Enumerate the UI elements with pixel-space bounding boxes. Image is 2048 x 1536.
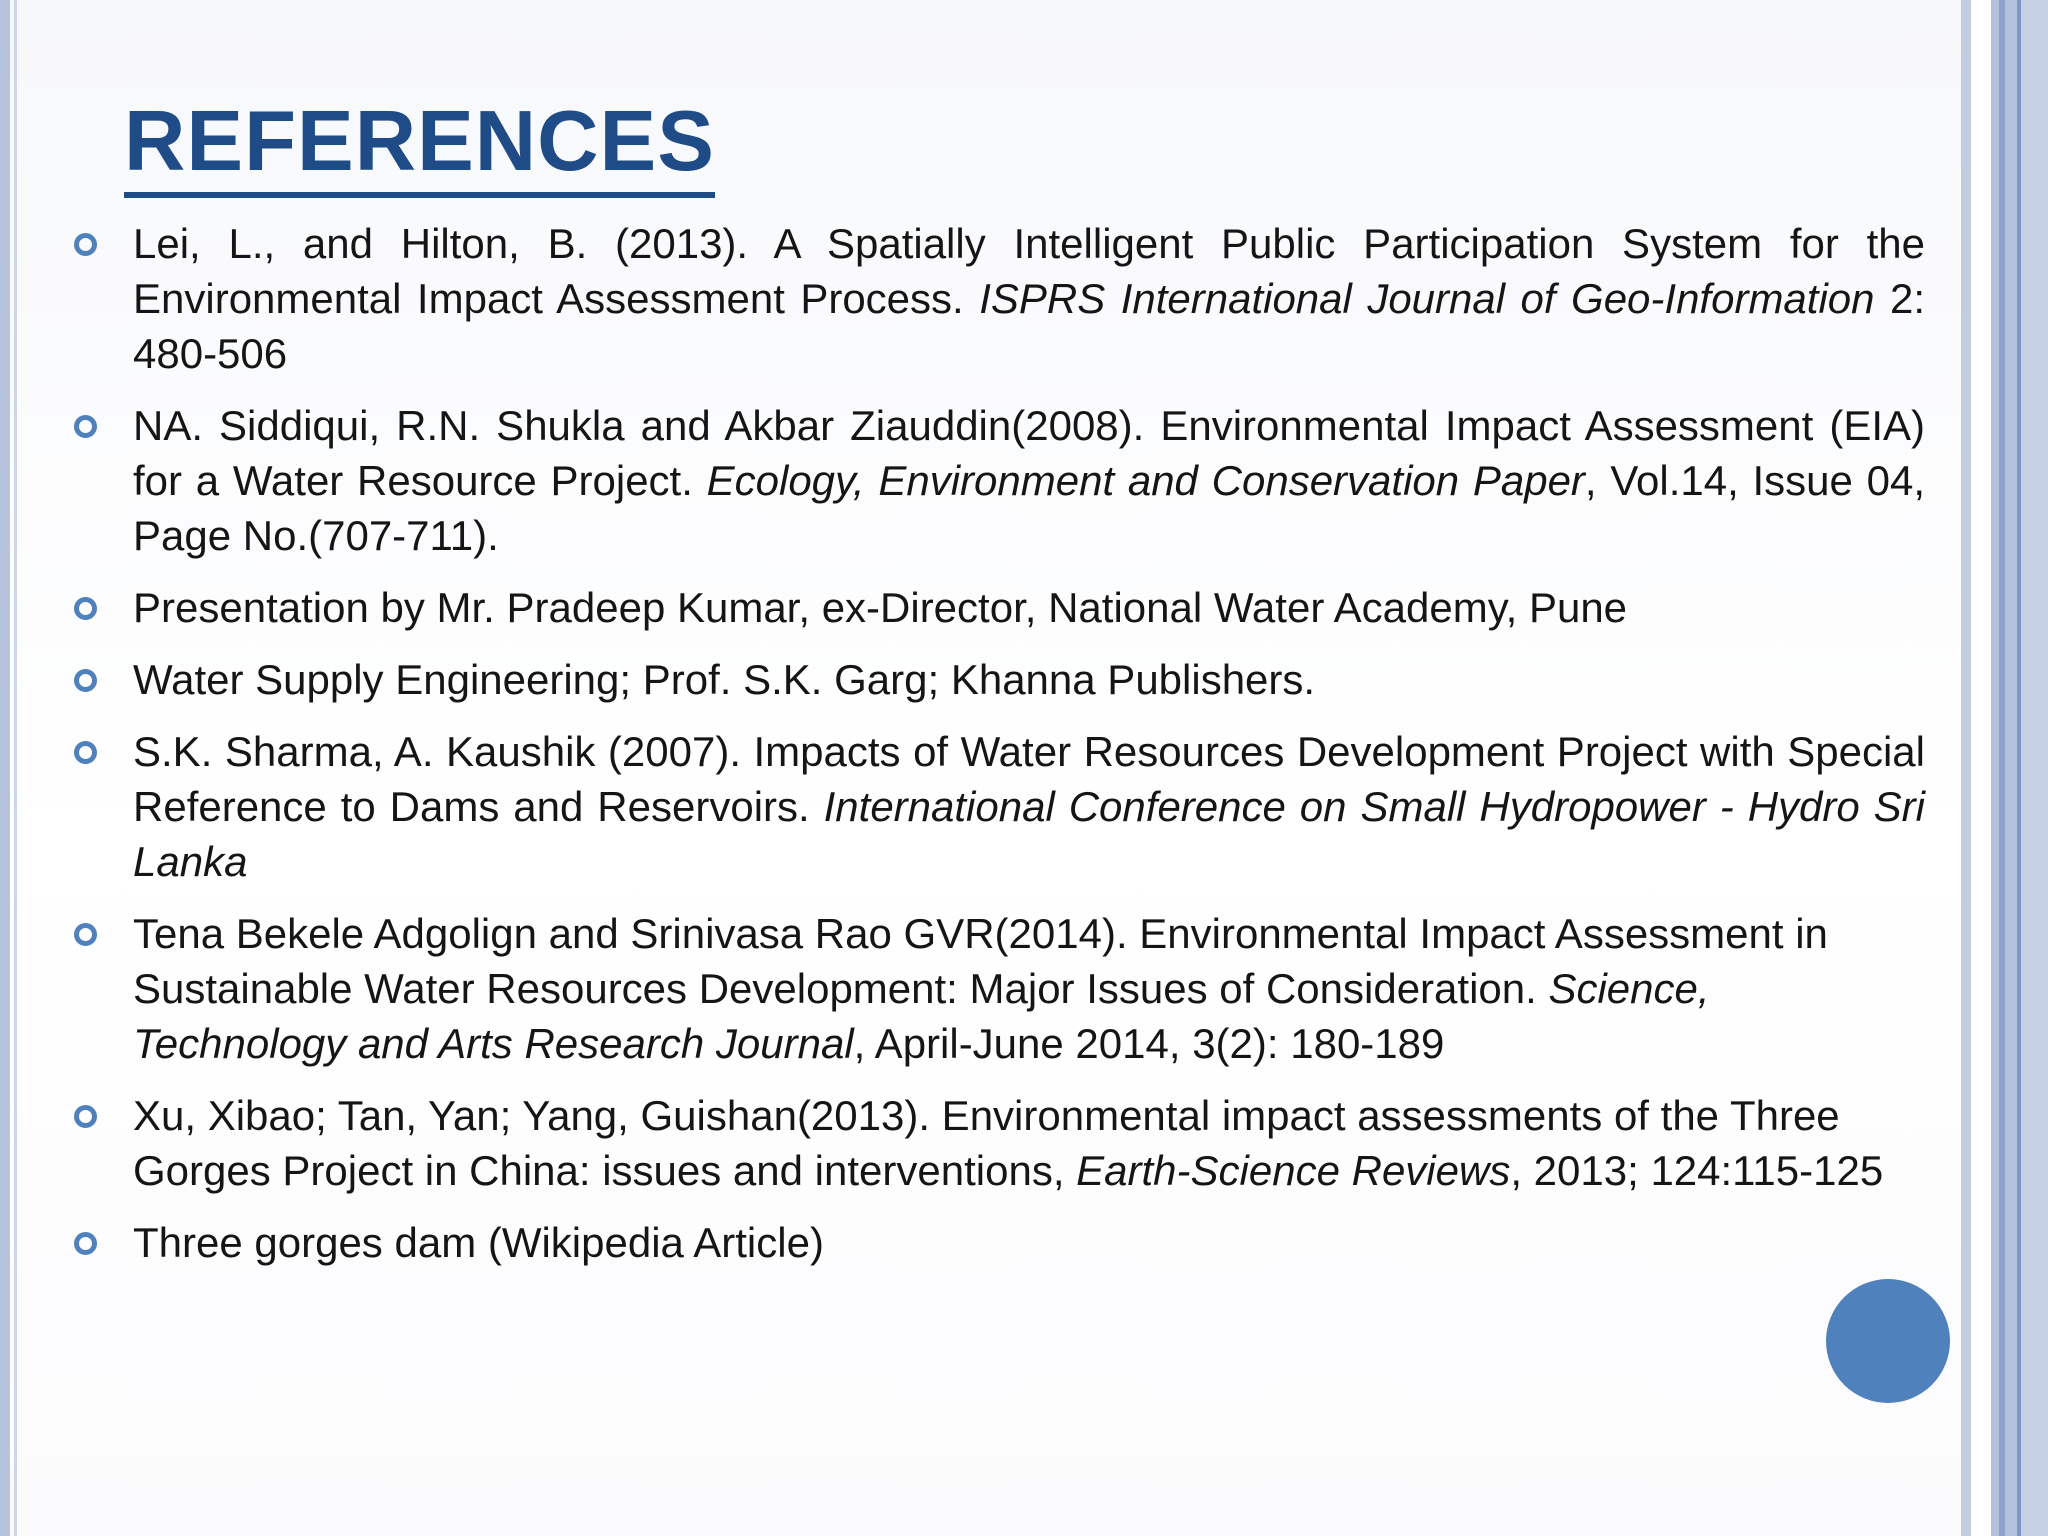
reference-details: , April-June 2014, 3(2): 180-189: [853, 1020, 1445, 1067]
reference-text: Water Supply Engineering; Prof. S.K. Garg; Khanna Publishers.: [133, 656, 1316, 703]
ring-bullet-icon: [74, 1232, 97, 1255]
reference-item: [60, 580, 1925, 635]
reference-source: International Conference on Small Hydropower - Hydro Sri Lanka: [133, 783, 1926, 885]
right-border-frame: [1961, 0, 2048, 1536]
reference-item: [60, 216, 1925, 381]
reference-source: Earth-Science Reviews: [1076, 1147, 1511, 1194]
reference-item: [60, 652, 1925, 707]
reference-item: [60, 398, 1925, 563]
decorative-circle-icon: [1826, 1279, 1950, 1403]
ring-bullet-icon: [74, 923, 97, 946]
slide-title: REFERENCES: [124, 92, 715, 198]
reference-source: Science, Technology and Arts Research Journal: [133, 965, 1710, 1067]
reference-details: , 2013; 124:115-125: [1510, 1147, 1884, 1194]
reference-item: [60, 1088, 1925, 1198]
reference-item: [60, 1215, 1925, 1270]
reference-details: , Vol.14, Issue 04, Page No.(707-711).: [133, 457, 1925, 559]
reference-text: Presentation by Mr. Pradeep Kumar, ex-Director, National Water Academy, Pune: [133, 584, 1628, 631]
reference-text: S.K. Sharma, A. Kaushik (2007). Impacts of Water Resources Development Project with Special Reference to Dams and Reservoirs.: [133, 728, 1925, 830]
ring-bullet-icon: [74, 415, 97, 438]
left-border-rule: [0, 0, 10, 1536]
ring-bullet-icon: [74, 669, 97, 692]
reference-text: Xu, Xibao; Tan, Yan; Yang, Guishan(2013). Environmental impact assessments of the Three Gorges Project in China: issues and interventions,: [133, 1092, 1840, 1194]
ring-bullet-icon: [74, 1105, 97, 1128]
ring-bullet-icon: [74, 233, 97, 256]
reference-text: Tena Bekele Adgolign and Srinivasa Rao GVR(2014). Environmental Impact Assessment in Sustainable Water Resources Development: Major Issues of Consideration.: [133, 910, 1828, 1012]
reference-details: 2: 480-506: [133, 275, 1926, 377]
left-border-thin-rule: [14, 0, 17, 1536]
reference-item: [60, 906, 1925, 1071]
reference-text: Lei, L., and Hilton, B. (2013). A Spatially Intelligent Public Participation System for the Environmental Impact Assessment Process.: [133, 220, 1925, 322]
ring-bullet-icon: [74, 597, 97, 620]
reference-item: [60, 724, 1925, 889]
reference-source: Ecology, Environment and Conservation Paper: [706, 457, 1585, 504]
reference-source: ISPRS International Journal of Geo-Information: [979, 275, 1875, 322]
reference-text: Three gorges dam (Wikipedia Article): [133, 1219, 824, 1266]
reference-text: NA. Siddiqui, R.N. Shukla and Akbar Ziauddin(2008). Environmental Impact Assessment (EIA) for a Water Resource Project.: [133, 402, 1925, 504]
ring-bullet-icon: [74, 741, 97, 764]
reference-list: [60, 216, 1925, 1287]
